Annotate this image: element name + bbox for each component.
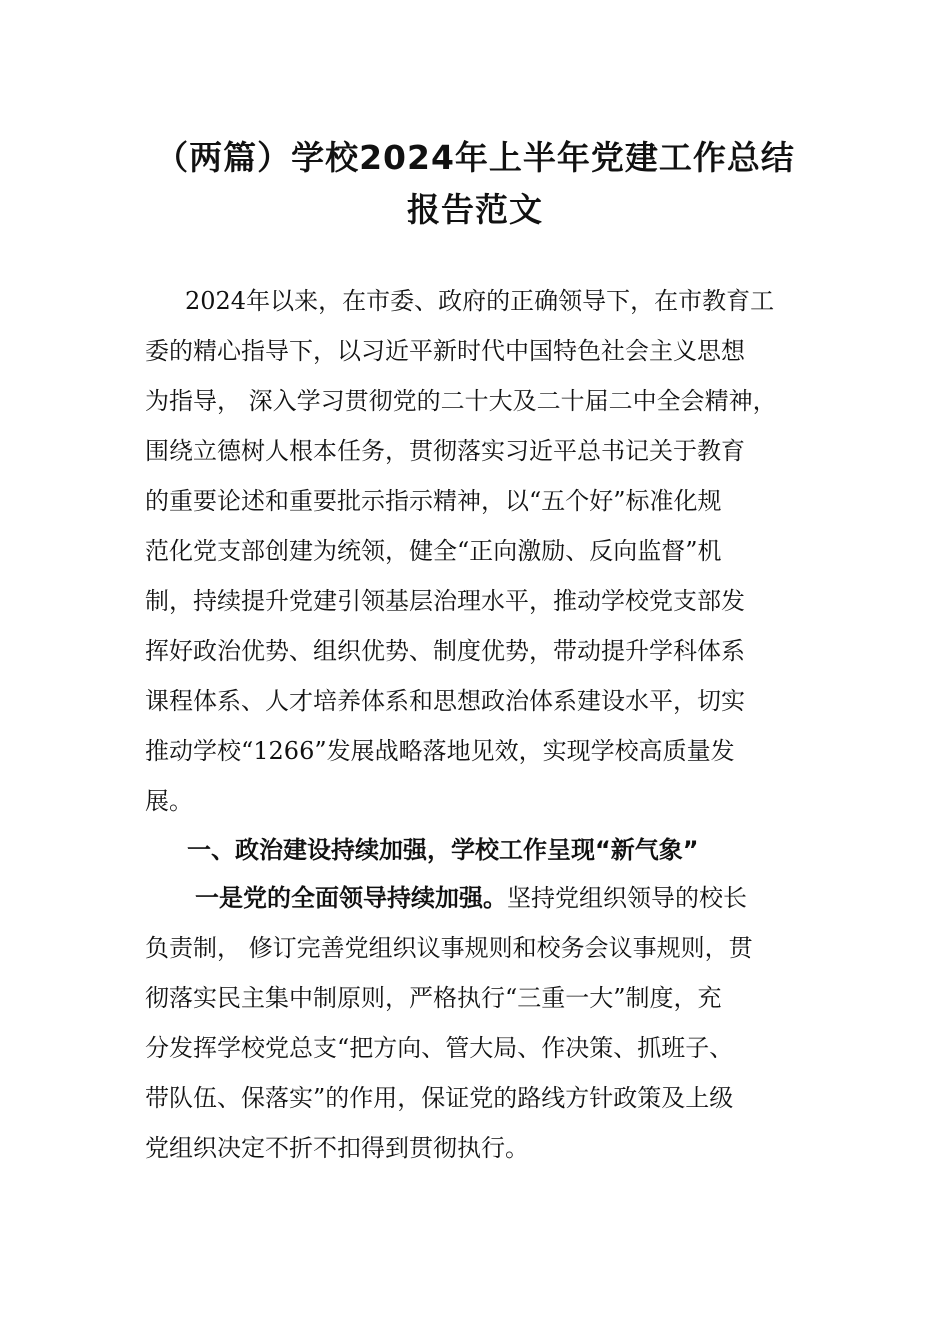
intro-paragraph-line: 课程体系、人才培养体系和思想政治体系建设水平，切实 (145, 687, 745, 715)
intro-paragraph-line: 2024年以来，在市委、政府的正确领导下，在市教育工 (185, 287, 775, 315)
paragraph-line: 党组织决定不折不扣得到贯彻执行。 (145, 1134, 529, 1162)
document-title-line-1: （两篇）学校2024年上半年党建工作总结 (155, 138, 795, 177)
intro-paragraph-line: 推动学校“1266”发展战略落地见效，实现学校高质量发 (145, 737, 735, 765)
intro-paragraph-line: 制，持续提升党建引领基层治理水平，推动学校党支部发 (145, 587, 745, 615)
paragraph-line: 彻落实民主集中制原则，严格执行“三重一大”制度，充 (145, 984, 722, 1012)
intro-paragraph-line: 围绕立德树人根本任务，贯彻落实习近平总书记关于教育 (145, 437, 745, 465)
paragraph-line: 负责制， 修订完善党组织议事规则和校务会议事规则，贯 (145, 934, 753, 962)
intro-paragraph-line: 为指导， 深入学习贯彻党的二十大及二十届二中全会精神， (145, 387, 777, 415)
section-heading: 一、政治建设持续加强，学校工作呈现“新气象” (187, 836, 699, 864)
intro-paragraph-line: 的重要论述和重要批示指示精神，以“五个好”标准化规 (145, 487, 722, 515)
intro-paragraph-line: 范化党支部创建为统领，健全“正向激励、反向监督”机 (145, 537, 722, 565)
intro-paragraph-line: 委的精心指导下，以习近平新时代中国特色社会主义思想 (145, 337, 745, 365)
intro-paragraph-line: 展。 (145, 787, 193, 815)
paragraph-lead-bold: 一是党的全面领导持续加强。 (195, 884, 507, 912)
paragraph-line: 带队伍、保落实”的作用，保证党的路线方针政策及上级 (145, 1084, 734, 1112)
paragraph-line: 分发挥学校党总支“把方向、管大局、作决策、抓班子、 (145, 1034, 734, 1062)
paragraph-first-line-rest: 坚持党组织领导的校长 (507, 884, 747, 912)
intro-paragraph-line: 挥好政治优势、组织优势、制度优势，带动提升学科体系 (145, 637, 745, 665)
paragraph-first-line (195, 883, 747, 913)
document-title-line-2: 报告范文 (407, 190, 543, 229)
